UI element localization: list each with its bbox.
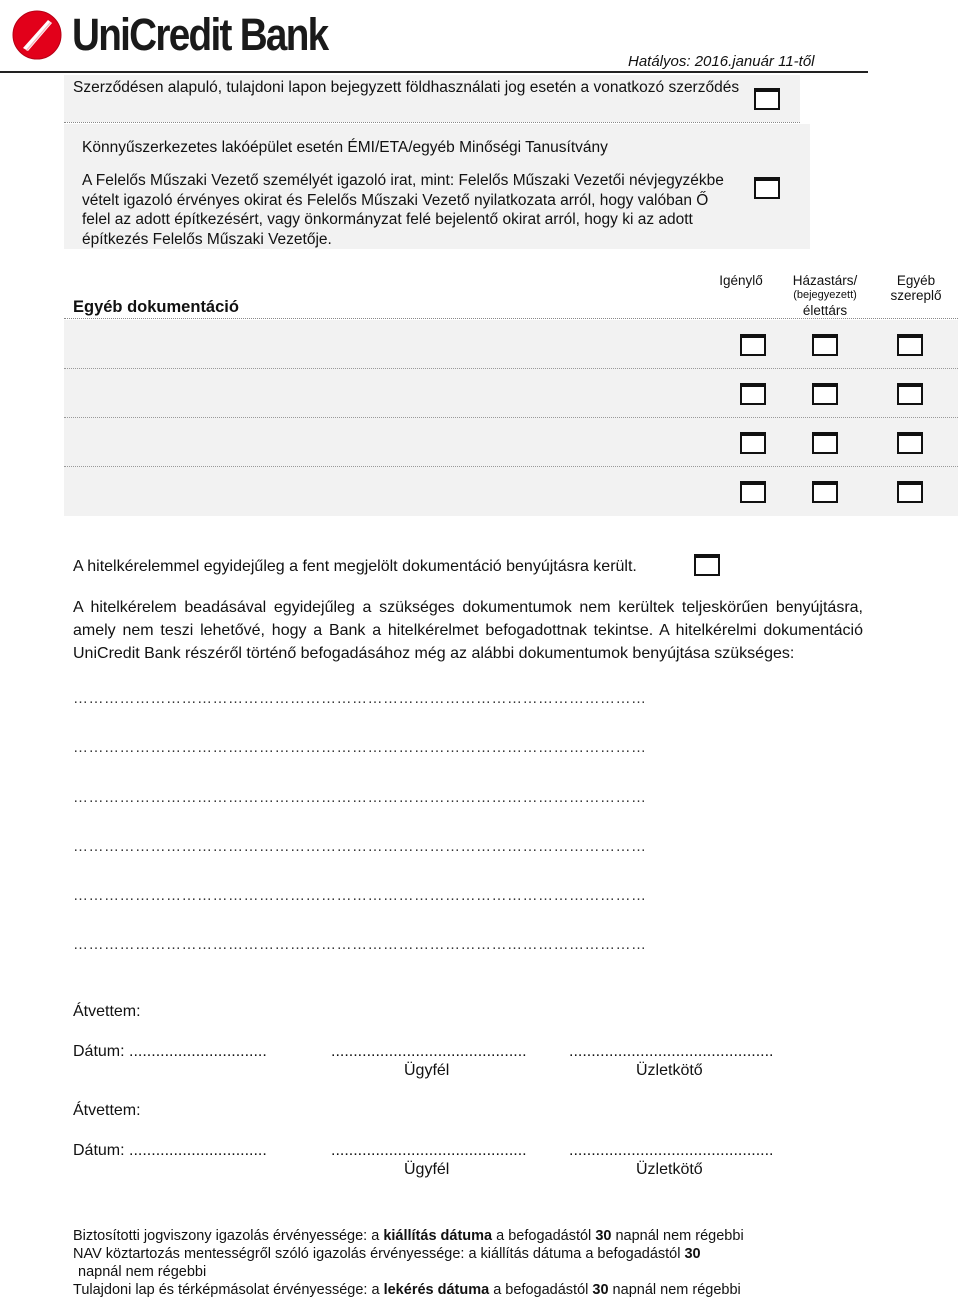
received-label-2: Átvettem: [73,1102,141,1119]
other-docs-title: Egyéb dokumentáció [73,298,239,316]
col-spouse-line2: (bejegyezett) [793,289,857,301]
footnote-text: Biztosítotti jogviszony igazolás érvényessége: a [73,1228,384,1244]
row4-applicant-checkbox[interactable] [740,481,766,503]
effective-date: Hatályos: 2016.január 11-től [628,53,815,70]
footnote-emphasis: lekérés dátuma [383,1282,490,1298]
missing-doc-line-3[interactable]: ………………………………………………………………………………………………… [73,789,647,806]
divider [64,122,800,123]
row1-other-checkbox[interactable] [897,334,923,356]
row1-spouse-checkbox[interactable] [812,334,838,356]
row1-applicant-checkbox[interactable] [740,334,766,356]
missing-doc-line-5[interactable]: ………………………………………………………………………………………………… [73,887,647,904]
missing-doc-line-4[interactable]: ………………………………………………………………………………………………… [73,838,647,855]
col-other-line2: szereplő [890,288,942,303]
agent-label-2: Üzletkötő [636,1161,703,1178]
item-fmv-text: A Felelős Műszaki Vezető személyét igazoló irat, mint: Felelős Műszaki Vezetői névjegyzékbe vételt igazoló érvényes okirat és Felelős Műszaki Vezető nyilatkozata arról, hogy valóban Ő felel az adott építkezésért, vagy önkormányzat felé bejelentő okirat arról, hogy ki az adott építkezés Felelős Műszaki Vezetője. [82,172,724,248]
date-field-1[interactable]: Dátum: ............................... [73,1043,267,1060]
row2-other-checkbox[interactable] [897,383,923,405]
row4-spouse-checkbox[interactable] [812,481,838,503]
client-label-1: Ügyfél [404,1062,450,1079]
row3-other-checkbox[interactable] [897,432,923,454]
agent-signature-line-1[interactable]: .............................................. [569,1043,774,1060]
missing-doc-line-2[interactable]: ………………………………………………………………………………………………… [73,739,647,756]
footnote-emphasis: 30 [595,1228,612,1244]
header-divider [0,71,868,73]
col-other [880,273,952,303]
item-contract-text: Szerződésen alapuló, tulajdoni lapon bejegyzett földhasználati jog esetén a vonatkozó szerződés [73,79,740,96]
footnote-nav-cont: napnál nem régebbi [78,1264,207,1280]
incomplete-paragraph: A hitelkérelem beadásával egyidejűleg a szükséges dokumentumok nem kerültek teljeskörűen benyújtásra, amely nem teszi lehetővé, hogy a Bank a hitelkérelmet befogadottnak tekintse. A hitelkérelmi dokumentáció UniCredit Bank részéről történő befogadásához még az alábbi dokumentumok benyújtása szükséges: [73,599,863,662]
item-lightweight-text: Könnyűszerkezetes lakóépület esetén ÉMI/ETA/egyéb Minőségi Tanusítvány [82,139,608,156]
col-applicant: Igénylő [719,273,763,288]
bank-logo [10,8,370,64]
footnote-nav [73,1245,701,1263]
col-spouse-line1: Házastárs/ [792,273,858,288]
footnote-text: napnál nem régebbi [611,1228,744,1244]
submitted-statement: A hitelkérelemmel egyidejűleg a fent megjelölt dokumentáció benyújtásra került. [73,558,637,575]
unicredit-logo-icon [10,8,64,62]
item-contract-checkbox[interactable] [754,88,780,110]
row3-spouse-checkbox[interactable] [812,432,838,454]
submitted-checkbox[interactable] [694,554,720,576]
received-label-1: Átvettem: [73,1003,141,1020]
footnote-text: a befogadástól [489,1282,593,1298]
footnote-text: a befogadástól [492,1228,596,1244]
footnote-emphasis: 30 [684,1246,701,1262]
missing-doc-line-6[interactable]: ………………………………………………………………………………………………… [73,936,647,953]
row2-applicant-checkbox[interactable] [740,383,766,405]
footnote-text: napnál nem régebbi [608,1282,741,1298]
agent-label-1: Üzletkötő [636,1062,703,1079]
row4-other-checkbox[interactable] [897,481,923,503]
client-signature-line-2[interactable]: ............................................ [331,1142,527,1159]
col-spouse [782,273,868,318]
col-other-line1: Egyéb [896,273,936,288]
divider [64,318,958,319]
item-fmv-checkbox[interactable] [754,177,780,199]
date-field-2[interactable]: Dátum: ............................... [73,1142,267,1159]
footnote-text: Tulajdoni lap és térképmásolat érvényessége: a [73,1282,384,1298]
footnote-text: NAV köztartozás mentességről szóló igazolás érvényessége: a kiállítás dátuma a befogadástól [73,1246,685,1262]
missing-doc-line-1[interactable]: ………………………………………………………………………………………………… [73,690,647,707]
footnote-insurance [73,1227,744,1245]
footnote-emphasis: kiállítás dátuma [383,1228,493,1244]
row2-spouse-checkbox[interactable] [812,383,838,405]
client-label-2: Ügyfél [404,1161,450,1178]
client-signature-line-1[interactable]: ............................................ [331,1043,527,1060]
row3-applicant-checkbox[interactable] [740,432,766,454]
footnote-land-registry [73,1281,741,1299]
col-spouse-line3: élettárs [802,303,848,318]
agent-signature-line-2[interactable]: .............................................. [569,1142,774,1159]
brand-name: UniCredit Bank [72,9,328,60]
footnote-emphasis: 30 [592,1282,609,1298]
